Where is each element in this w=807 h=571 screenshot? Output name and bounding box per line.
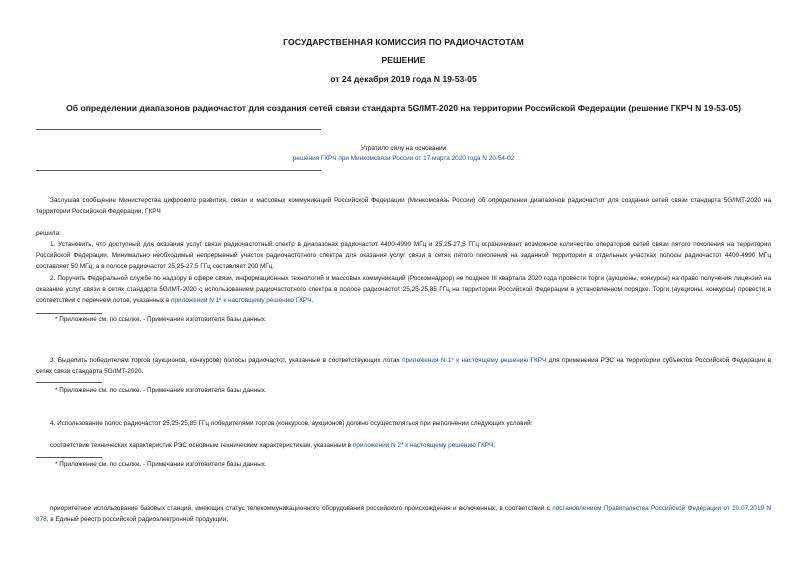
divider-top — [36, 129, 321, 130]
paragraph-3-end: для применения РЭС на территории субъектов Российской Федерации в сетях связи стандарта 5G/IMT-2020. — [36, 357, 772, 375]
footnote-2: * Приложение см. по ссылке. - Примечание изготовителя базы данных. — [55, 387, 267, 394]
paragraph-4-condition-1 — [36, 440, 771, 451]
document-title: Об определении диапазонов радиочастот для создания сетей связи стандарта 5G/IMT-2020 на территории Российской Федерации (решение ГКРЧ N 19-53-05) — [66, 103, 741, 113]
appendix-1-link-2[interactable]: приложения N 1* к настоящему решению ГКРЧ — [402, 357, 547, 364]
condition-1-end: ; — [493, 442, 496, 449]
document-type: РЕШЕНИЕ — [381, 55, 426, 65]
condition-1-text: соответствие технических характеристик РЭС основным техническим характеристикам, указанным в — [50, 442, 352, 449]
paragraph-2-end: . — [311, 297, 314, 304]
paragraph-4: 4. Использование полос радиочастот 25,25-25,85 ГГц победителями торгов (конкурсов, аукционов) должно осуществляться при выполнении следующих условий: — [50, 420, 533, 427]
footnote-rule-3 — [36, 457, 102, 458]
resolved-label: решила: — [36, 230, 61, 237]
government-resolution-link[interactable]: постановлением Правительства Российской Федерации от 10.07.2019 N 878 — [36, 505, 771, 523]
footnote-rule-1 — [36, 313, 102, 314]
paragraph-5-end: , в Единый реестр российской радиоэлектронной продукции; — [46, 516, 229, 523]
paragraph-2 — [36, 273, 771, 306]
paragraph-3-text: 3. Выделить победителям торгов (аукционов, конкурсов) полосы радиочастот, указанные в соответствующих лотах — [50, 357, 400, 364]
appendix-2-link[interactable]: приложении N 2* к настоящему решению ГКРЧ — [352, 442, 494, 449]
status-note — [0, 144, 807, 153]
repeal-decision-link[interactable]: решения ГКРЧ при Минкомсвязи России от 17 марта 2020 года N 20-54-02 — [292, 155, 515, 162]
paragraph-5-text: приоритетное использование базовых станций, имеющих статус телекоммуникационного оборудования российского происхождения и включенных, в соответствии с — [50, 505, 550, 512]
paragraph-3 — [36, 355, 771, 377]
paragraph-5 — [36, 503, 771, 525]
appendix-1-link[interactable]: приложении N 1* к настоящему решению ГКРЧ — [171, 297, 312, 304]
footnote-3: * Приложение см. по ссылке. - Примечание изготовителя базы данных. — [55, 461, 267, 468]
footnote-rule-2 — [36, 382, 102, 383]
intro-paragraph: Заслушав сообщение Министерства цифрового развития, связи и массовых коммуникаций Российской Федерации (Минкомсвязь России) об определении диапазонов радиочастот для создания сетей связи стандарта 5G/IMT-2020 на территории Российской Федерации, ГКРЧ — [36, 197, 771, 215]
paragraph-2-text: 2. Поручить Федеральной службе по надзору в сфере связи, информационных технологий и массовых коммуникаций (Роскомнадзор) не позднее III квартала 2020 года провести торги (аукционы, конкурсы) на право получения лицензий на оказание услуг связи в сетях стандарта 5G/IMT-2020 с использованием радиочастотного спектра в полосе радиочастот 25,25-25,85 ГГц на территории Российской Федерации в установленном порядке. Торги (аукционы, конкурсы) провести в соответствии с перечнем лотов, указанных в — [36, 275, 771, 304]
divider-bottom — [36, 170, 321, 171]
status-link-line — [0, 154, 807, 163]
document-date-number: от 24 декабря 2019 года N 19-53-05 — [330, 74, 477, 84]
footnote-1: * Приложение см. по ссылке. - Примечание изготовителя базы данных. — [55, 316, 267, 323]
issuing-authority: ГОСУДАРСТВЕННАЯ КОМИССИЯ ПО РАДИОЧАСТОТАМ — [283, 37, 524, 47]
paragraph-1: 1. Установить, что доступный для оказания услуг связи радиочастотный спектр в диапазонах радиочастот 4400-4990 МГц и 25,25-27,5 ГГц ограничивает возможное количество операторов сетей связи пятого поколения на территории Российской Федерации. Минимально необходимый непрерывный участок радиочастотного спектра для оказания услуг связи в сетях пятого поколения на заданной территории в отдельных участках полосы радиочастот 4400-4990 МГц составляет 50 МГц, а в полосе радиочастот 25,25-27,5 ГГц составляет 200 МГц. — [36, 241, 771, 270]
status-text: Утратило силу на основании — [360, 145, 447, 152]
